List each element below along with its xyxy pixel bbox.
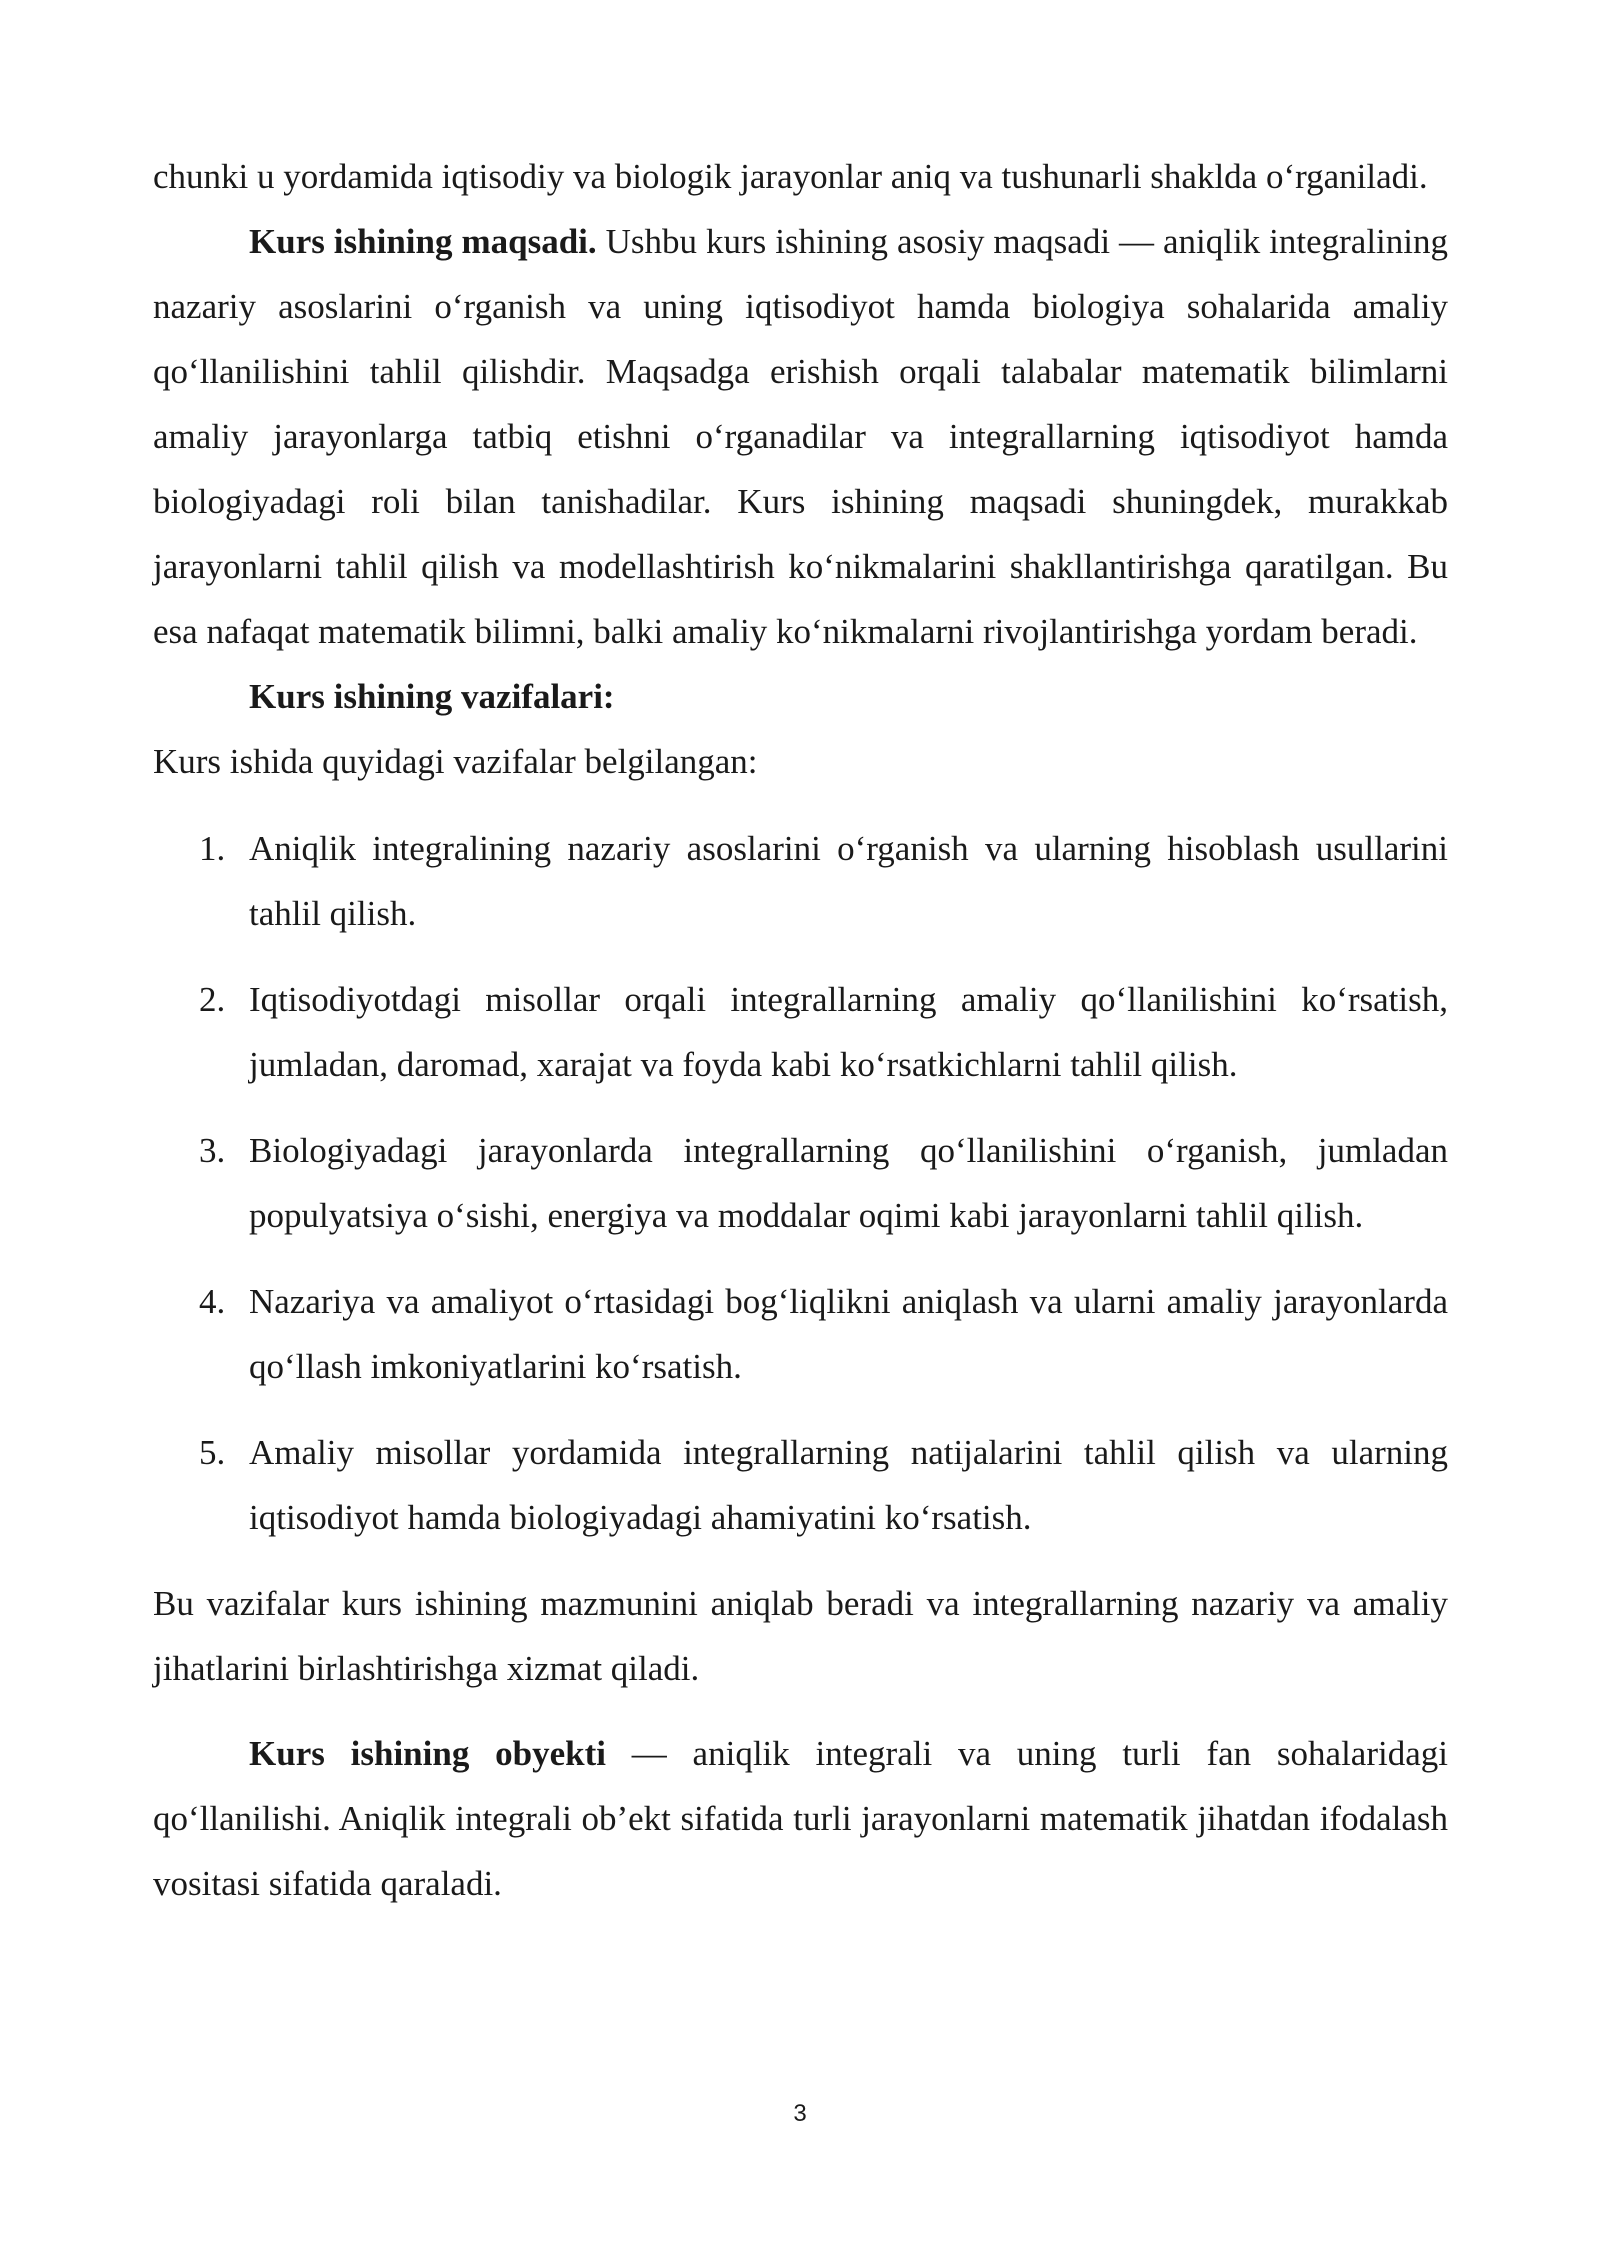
goal-text: Ushbu kurs ishining asosiy maqsadi — aniqlik integralining nazariy asoslarini o‘rganish va uning iqtisodiyot hamda biologiya sohalarida amaliy qo‘llanilishini tahlil qilishdir. Maqsadga erishish orqali talabalar matematik bilimlarni amaliy jarayonlarga tatbiq etishni o‘rganadilar va integrallarning iqtisodiyot hamda biologiyadagi roli bilan tanishadilar. Kurs ishining maqsadi shuningdek, murakkab jarayonlarni tahlil qilish va modellashtirish ko‘nikmalarini shakllantirishga qaratilgan. Bu esa nafaqat matematik bilimni, balki amaliy ko‘nikmalarni rivojlantirishga yordam beradi.: [153, 222, 1448, 651]
document-page: [153, 144, 1448, 1916]
list-item-text: Aniqlik integralining nazariy asoslarini o‘rganish va ularning hisoblash usullarini tahlil qilish.: [249, 829, 1448, 933]
list-item-text: Biologiyadagi jarayonlarda integrallarning qo‘llanilishini o‘rganish, jumladan populyatsiya o‘sishi, energiya va moddalar oqimi kabi jarayonlarni tahlil qilish.: [249, 1131, 1448, 1235]
tasks-list: [153, 816, 1448, 1550]
list-item-number: 2.: [199, 980, 226, 1019]
object-paragraph: [153, 1721, 1448, 1916]
page-number: 3: [793, 2100, 807, 2127]
tasks-intro: Kurs ishida quyidagi vazifalar belgilangan:: [153, 742, 758, 781]
list-item-number: 1.: [199, 829, 226, 868]
list-item-text: Nazariya va amaliyot o‘rtasidagi bog‘liqlikni aniqlash va ularni amaliy jarayonlarda qo‘llash imkoniyatlarini ko‘rsatish.: [249, 1282, 1448, 1386]
list-item-text: Iqtisodiyotdagi misollar orqali integrallarning amaliy qo‘llanilishini ko‘rsatish, jumladan, daromad, xarajat va foyda kabi ko‘rsatkichlarni tahlil qilish.: [249, 980, 1448, 1084]
list-item-number: 3.: [199, 1131, 226, 1170]
tasks-summary: Bu vazifalar kurs ishining mazmunini aniqlab beradi va integrallarning nazariy va amaliy jihatlarini birlashtirishga xizmat qiladi.: [153, 1584, 1448, 1688]
list-item: [153, 1420, 1448, 1550]
object-text: — aniqlik integrali va uning turli fan sohalaridagi qo‘llanilishi. Aniqlik integrali ob’ekt sifatida turli jarayonlarni matematik jihatdan ifodalash vositasi sifatida qaraladi.: [153, 1734, 1448, 1903]
list-item: [153, 1118, 1448, 1248]
list-item: [153, 967, 1448, 1097]
tasks-heading: Kurs ishining vazifalari:: [249, 677, 615, 716]
list-item-text: Amaliy misollar yordamida integrallarning natijalarini tahlil qilish va ularning iqtisodiyot hamda biologiyadagi ahamiyatini ko‘rsatish.: [249, 1433, 1448, 1537]
object-heading: Kurs ishining obyekti: [249, 1734, 606, 1773]
list-item: [153, 1269, 1448, 1399]
list-item-number: 5.: [199, 1433, 226, 1472]
continuation-paragraph: chunki u yordamida iqtisodiy va biologik jarayonlar aniq va tushunarli shaklda o‘rganiladi.: [153, 157, 1428, 196]
list-item: [153, 816, 1448, 946]
goal-heading: Kurs ishining maqsadi.: [249, 222, 597, 261]
list-item-number: 4.: [199, 1282, 226, 1321]
goal-paragraph: [153, 209, 1448, 664]
